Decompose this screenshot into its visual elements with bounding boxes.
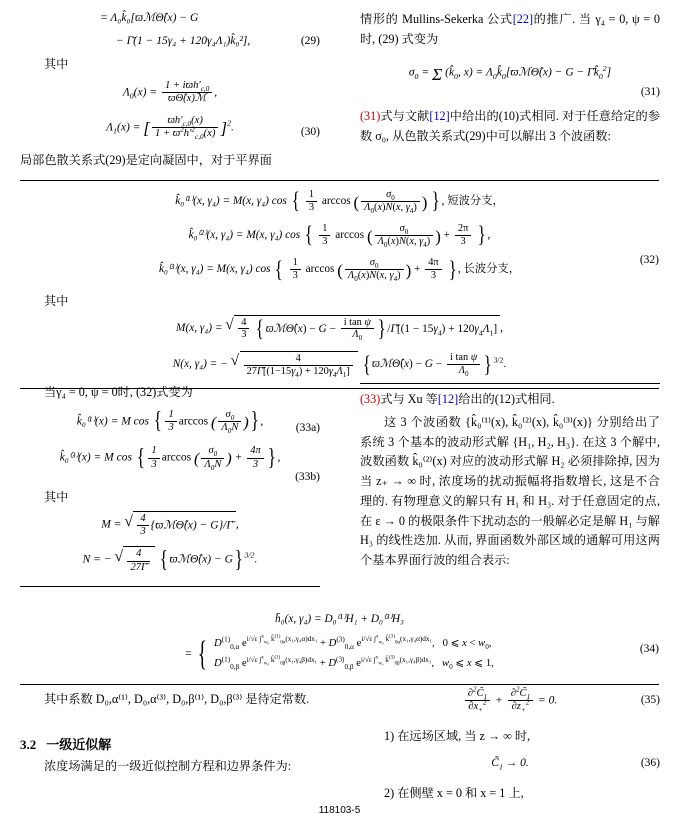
right-p1-b: 的推广. 当 γ₄ = 0, ψ = 0时, (29) 式变为 [360,12,660,46]
eq32-k3-lhs: k̂₀⁽³⁾(x, γ₄) = M(x, γ₄) cos [158,263,271,276]
equation-36 [360,755,660,772]
equation-30 [20,115,320,141]
equation-29-line1: = Λ₀k̂₀[ϖℳΘ̂(x) − G [100,12,199,24]
right-p2-c: 中给出的(10)式相同. 对于任意给定的参数 σ₀, 从色散关系式(29)中可以解出 3 个波函数: [360,109,661,144]
eq33a-lhs: k̂₀⁽¹⁾(x) = M cos [76,415,149,428]
equation-32-line3: k̂₀⁽³⁾(x, γ₄) = M(x, γ₄) cos { $\frac{1}{3}$ arccos ( $\frac{\sigma_0}{\Lambda_0(x)N(x, \gamma_4)}$ ) + $\frac{4\pi}{3}$ } , 长波分支， [158,256,521,284]
equation-32-block [20,174,659,395]
equation-34-cases: = { $D^{(1)}_{0,\alpha}$ $e^{i/√\varepsilon \int^x_{w_0} k̂^{(1)}_{0\alpha}(x_1,\gamma_4\alpha)dx_1} + D^{(3)}_{0,\alpha}$ $e^{i/√\varepsilon \int^x_{w_0} k̂^{(3)}_{0\alpha}(x_1,\gamma_4\alpha)dx_1}$, 0 ⩽ $x < w_0$, $D^{(1)}_{0,\beta}$ $e^{i/√\varepsilon \int^x_{w_0} k̂^{(1)}_{0\beta}(x_1,\gamma_4\beta)dx_1} + D^{(3)}_{0,\beta}$ $e^{i/√\varepsilon \int^x_{w_0} k̂^{(3)}_{0\beta}(x_1,\gamma_4\beta)dx_1}$, $w_0$ ⩽ x ⩽ 1, [185,634,494,674]
equation-32-line2: k̂₀⁽²⁾(x, γ₄) = M(x, γ₄) cos { $\frac{1}{3}$ arccos ( $\frac{\sigma_0}{\Lambda_0(x)N(x, \gamma_4)}$ ) + $\frac{2\pi}{3}$ } , [188,222,491,250]
right-p2-b: 式与文献 [380,109,430,124]
right-paragraph-3 [360,390,660,410]
section-title: 一级近似解 [46,736,112,752]
left-column [20,0,320,174]
equation-M2-body: M = √ $\frac{4}{3}$ {ϖℳΘ̂(x) − G}/Γ̄ , [20,511,320,538]
equation-30-body: $\Lambda_1(x)$ = [ $\frac{ϖh'_{c,0}(x)}{1 + ϖ^2h'^2_{c,0}(x)}$ ]$^2$. [106,114,234,142]
right-column-lower [360,383,660,574]
page-footer: 118103-5 [318,805,361,816]
right-p3-b: 式与 Xu 等 [380,392,438,406]
left-column-lower [20,383,320,593]
section-heading-3-2 [20,734,320,753]
eq34-lhs-text: h̄₀(x, γ₄) = D₀⁽¹⁾H₁ + D₀⁽³⁾H₃ [275,613,404,625]
equation-33a-number: (33a) [295,422,320,435]
rule-below-N2 [20,586,320,587]
equation-35 [360,685,660,715]
equation-31-body: $\sigma_0 = \Sigma$ ($k̂_0$, $x) = \Lambda_0k̂_0[ϖℳ\Thetâ(x) - G$ − $\Gammāk̂_0^2$] [408,63,612,84]
right-paragraph-1 [360,10,660,50]
eq32-k2-lhs: k̂₀⁽²⁾(x, γ₄) = M(x, γ₄) cos [188,229,301,242]
equation-M-body: M(x, γ₄) = √ $\frac{4}{3}$ { ϖℳΘ̂(x) − G − $\frac{\text{i tan ψ}}{\Lambda_0}$ } /Γ̄[(1 − $15\gamma_4) + 120\gamma_4\Lambda_1$] , [20,315,659,342]
equation-lambda0 [20,80,320,105]
right-paragraph-6: 2) 在侧壁 x = 0 和 x = 1 上, [384,786,524,801]
citation-12b[interactable]: [12] [437,392,459,406]
equation-34-block [20,608,659,691]
eqM2-lhs: M = [101,518,122,531]
eqN2-lhs: N = − [82,553,112,566]
equation-32-line1: k̂₀⁽¹⁾(x, γ₄) = M(x, γ₄) cos { $\frac{1}{3}$ arccos ( $\frac{\sigma_0}{\Lambda_0(x)N(x, \gamma_4)}$ ) } , 短波分支， [175,188,504,216]
equation-34 [20,611,659,674]
equation-33a [20,409,320,436]
equation-29-number: (29) [300,35,320,48]
equation-32-number: (32) [639,254,659,267]
eq32-label-1: 短波分支， [447,195,504,208]
equation-34-case-list: $D^{(1)}_{0,\alpha}$ $e^{i/√\varepsilon \int^x_{w_0} k̂^{(1)}_{0\alpha}(x_1,\gamma_4\alpha)dx_1} + D^{(3)}_{0,\alpha}$ $e^{i/√\varepsilon \int^x_{w_0} k̂^{(3)}_{0\alpha}(x_1,\gamma_4\alpha)dx_1}$, 0 ⩽ $x < w_0$, $D^{(1)}_{0,\beta}$ $e^{i/√\varepsilon \int^x_{w_0} k̂^{(1)}_{0\beta}(x_1,\gamma_4\beta)dx_1} + D^{(3)}_{0,\beta}$ $e^{i/√\varepsilon \int^x_{w_0} k̂^{(3)}_{0\beta}(x_1,\gamma_4\beta)dx_1}$, $w_0$ ⩽ x ⩽ 1, [214,635,494,672]
qizhong-2: 其中 [44,293,69,308]
right-p3-c: 给出的(12)式相同. [458,392,555,406]
equation-29-line2: − Γ̄(1 − 15γ₄ + 120γ₄Λ₁)k̂₀²], [116,35,251,48]
eqN-lhs: N(x, γ₄) = − [172,358,228,371]
left-column-bottom [20,690,320,780]
equation-33b [20,443,320,483]
left-paragraph-4: 浓度场满足的一级近似控制方程和边界条件为: [44,758,292,773]
equation-34-lhs [20,611,659,628]
right-paragraph-2 [360,107,660,147]
equation-36-body: $C̃_1 \to 0$. [491,757,529,772]
right-paragraph-5: 1) 在远场区域, 当 z → ∞ 时, [384,729,531,744]
rule-top-eq32 [20,180,659,181]
equation-33b-body: k̂₀⁽³⁾(x) = M cos { $\frac{1}{3}$ arccos ( $\frac{\sigma_0}{\Lambda_0N}$ ) + $\frac{4\pi}{3}$ } , [59,443,281,472]
right-column-top [360,0,660,150]
qizhong-1: 其中 [44,56,69,71]
equation-lambda0-body: $\Lambda_0(x)$ = $\frac{1 + iϖh'_{c,0}}{\text{ϖΘ̂(x)ℳ}}$ , [122,79,218,104]
equation-33b-number: (33b) [295,470,320,483]
citation-22[interactable]: [22] [512,12,534,26]
equation-M [20,315,659,342]
qizhong-3: 其中 [44,490,69,505]
equation-M2 [20,511,320,538]
eqref-31[interactable]: (31) [360,109,381,124]
equation-N2 [20,546,320,573]
left-paragraph-1: 局部色散关系式(29)是定向凝固中，对于平界面 [20,153,272,168]
eqM-lhs: M(x, γ₄) = [176,321,223,334]
eqref-33[interactable]: (33) [360,392,381,406]
equation-33a-body: k̂₀⁽¹⁾(x) = M cos { $\frac{1}{3}$ arccos ( $\frac{\sigma_0}{\Lambda_0N}$ )} , [76,407,264,436]
equation-N [20,351,659,378]
equation-32 [20,189,659,284]
equation-31 [360,62,660,99]
eq32-k1-lhs: k̂₀⁽¹⁾(x, γ₄) = M(x, γ₄) cos [175,195,287,208]
equation-29 [20,10,320,51]
left-paragraph-3: 其中系数 D₀,α⁽¹⁾, D₀,α⁽³⁾, D₀,β⁽¹⁾, D₀,β⁽³⁾ 是待定常数. [44,692,310,706]
rule-below-eq34 [20,684,659,685]
eq33b-lhs: k̂₀⁽³⁾(x) = M cos [59,451,132,464]
equation-35-body: $\frac{\partial^2C̃_1}{\partial x_+^2}$ + $\frac{\partial^2C̃_1}{\partial z_+^2}$ = 0. [360,688,660,713]
eq32-label-3: 长波分支， [463,263,521,276]
citation-12[interactable]: [12] [429,109,450,124]
section-number: 3.2 [20,736,37,752]
right-column-bottom [360,685,660,807]
equation-36-number: (36) [640,757,660,770]
equation-34-number: (34) [639,643,659,656]
right-p1-a: 情形的 Mullins-Sekerka 公式 [360,12,513,26]
equation-N2-body: N = − √ $\frac{4}{27\Gammā}$ { ϖℳΘ̂(x) − G} $^{3/2}$. [20,546,320,573]
equation-N-body: N(x, γ₄) = − √ $\frac{4}{27\Gammā[(1-15\gamma_4) + 120\gamma_4\Lambda_1]}$ { ϖℳΘ̂(x) − G − $\frac{\text{i tan ψ}}{\Lambda_0}$ } $^{3/2}$. [20,351,659,378]
equation-31-number: (31) [640,86,660,99]
equation-30-number: (30) [300,125,320,138]
right-paragraph-4: 这 3 个波函数 {k̂₀⁽¹⁾(x), k̂₀⁽²⁾(x), k̂₀⁽³⁾(x)} 分别给出了系统 3 个基本的波动形式解 {H₁, H₂, H₃}. 在这 3 个解中, 波数函数 k̂₀⁽²⁾(x) 对应的波动形式解 H₂ 必须排除掉, 因为当 z₊ → ∞ 时, 浓度场的扰动振幅将指数增长, 这是不合理的. 有物理意义的解只有 H₁ 和 H₃. 对于任意固定的点, 在 ε → 0 的极限条件下扰动态的一般解必定是解 H₁ 与解 H₃ 的线性迭加. 从而, 界面函数外部区域的通解可用这两个基本界面行波的组合表示: [360,414,660,568]
equation-35-number: (35) [640,694,660,707]
rule-top-right-lower [360,383,660,384]
left-paragraph-2: 当γ₄ = 0, ψ = 0时, (32)式变为 [44,385,193,399]
